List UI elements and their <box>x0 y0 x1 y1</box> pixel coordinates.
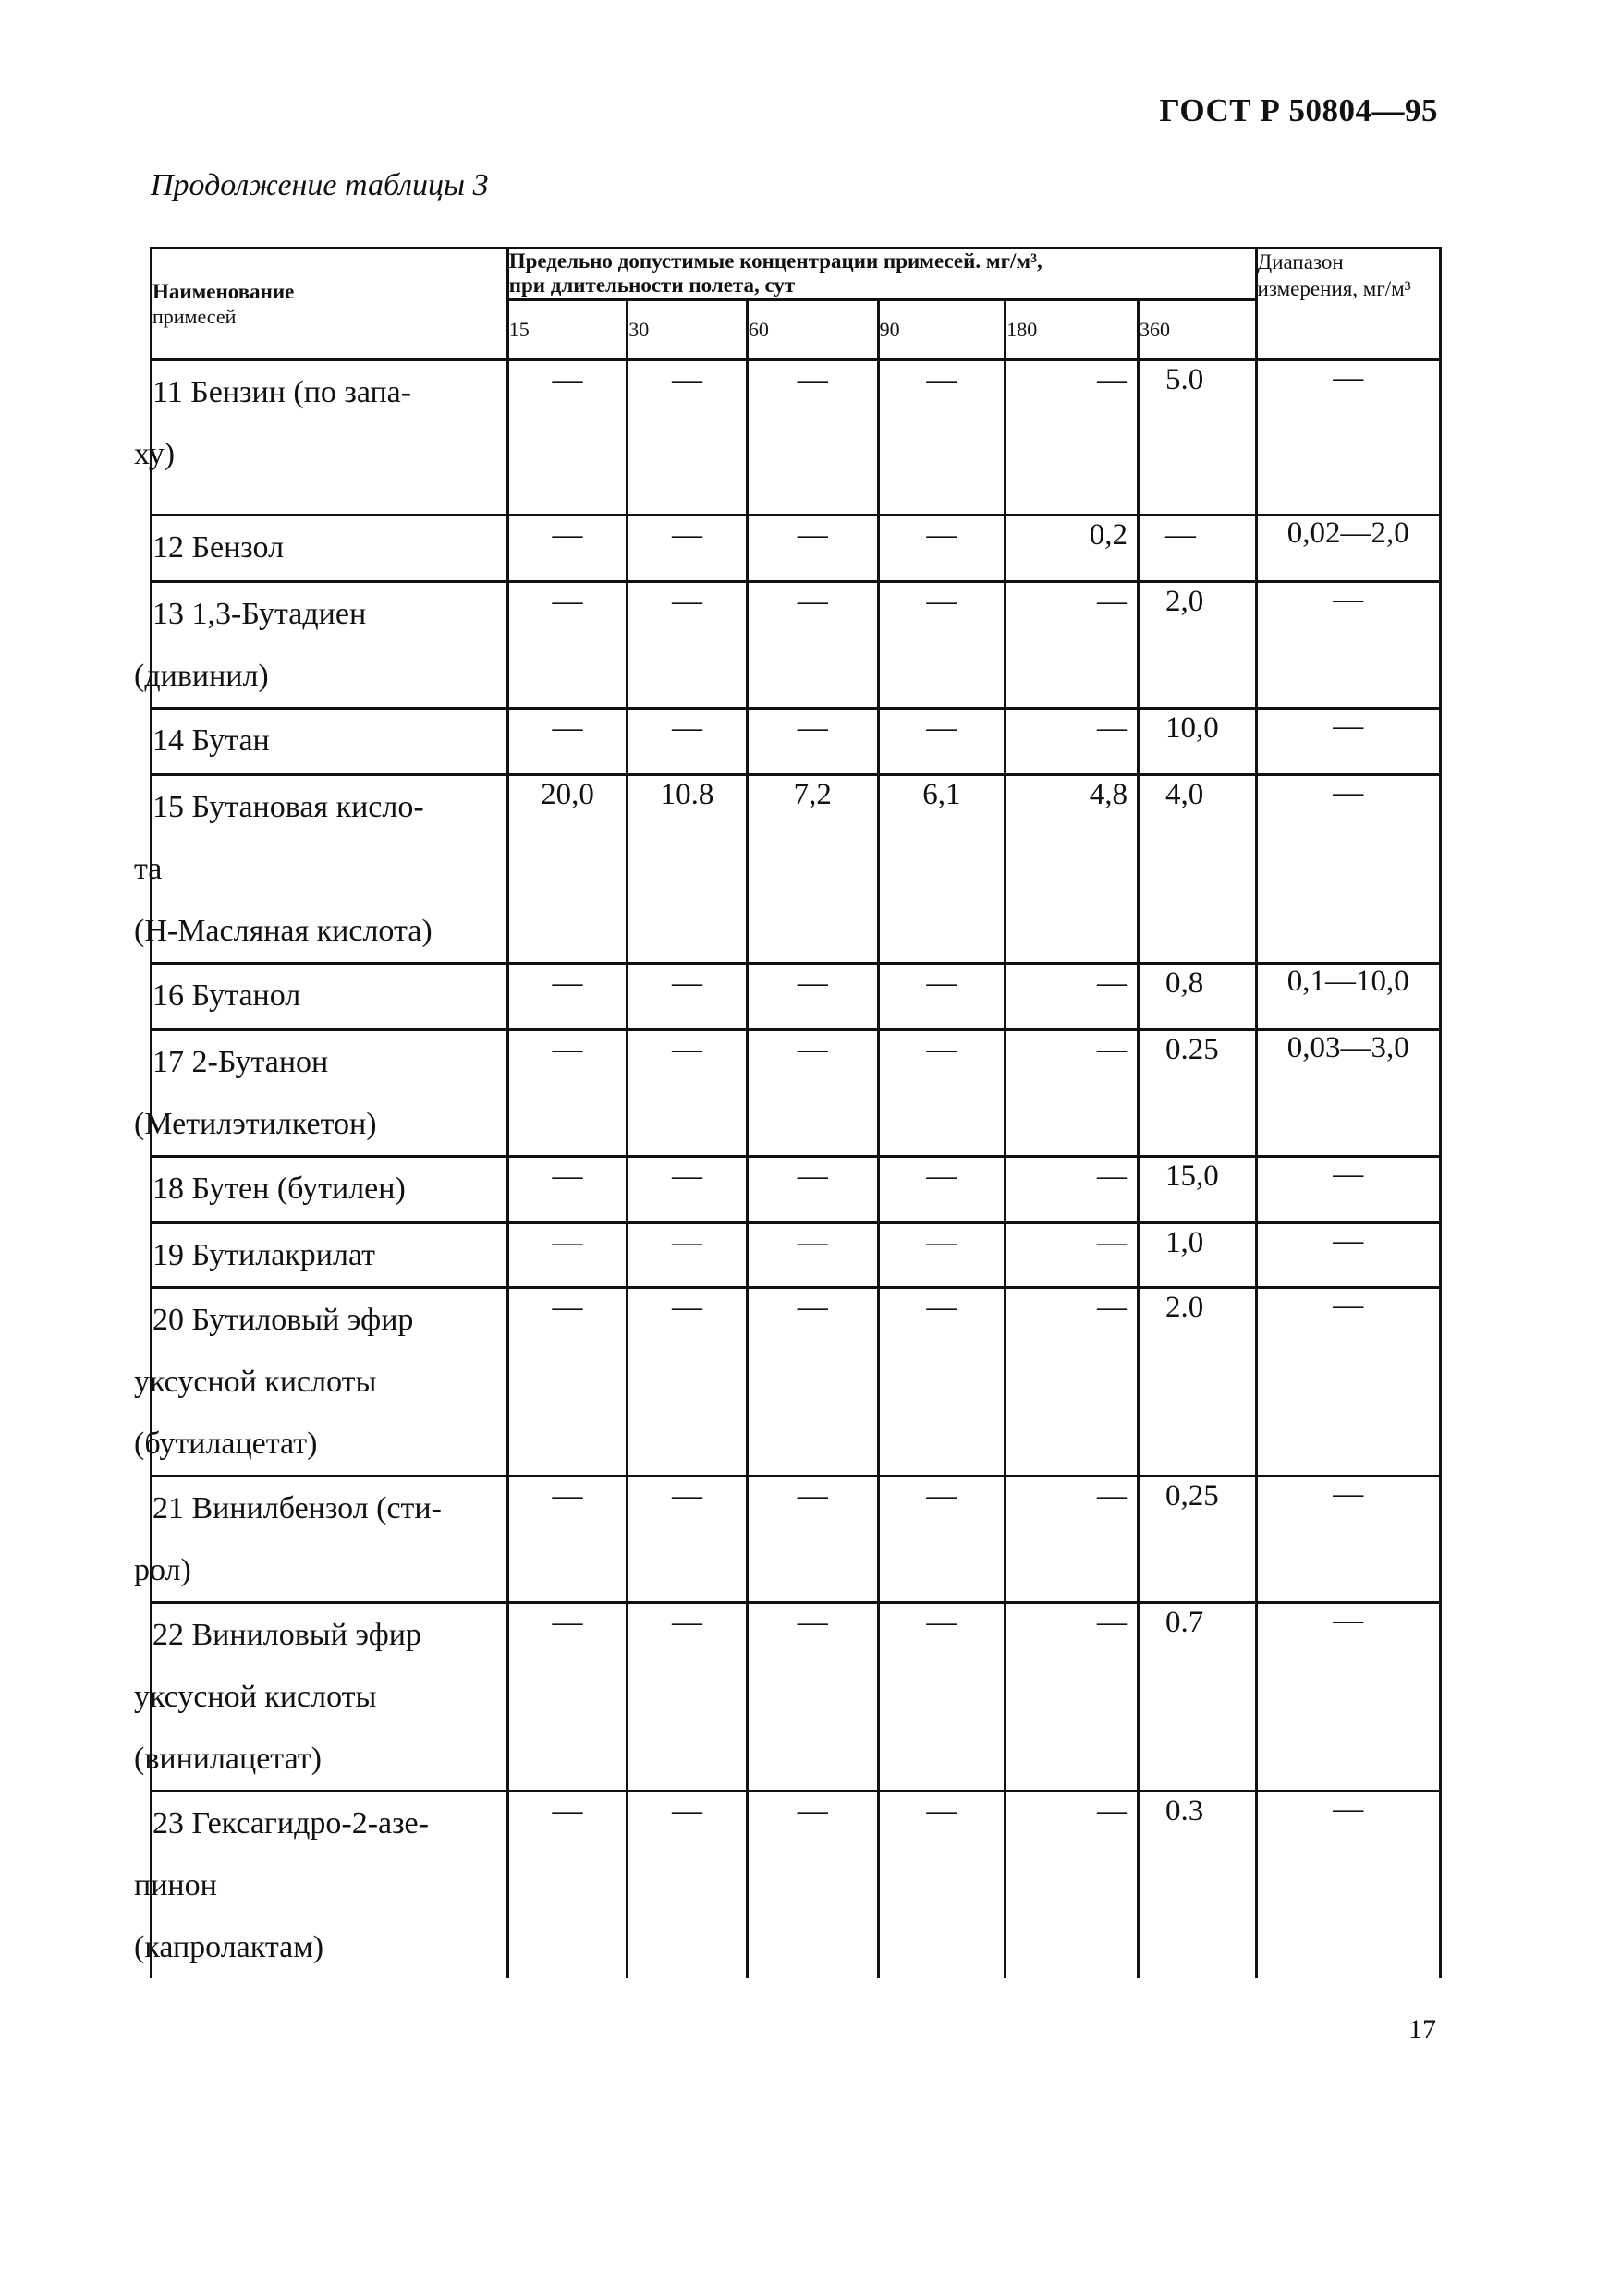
substance-name-continuation: (капролактам) <box>134 1929 324 1964</box>
concentration-cell: 6,1 <box>878 774 1006 963</box>
concentration-cell: — <box>878 1156 1006 1222</box>
concentration-cell: — <box>1006 1029 1139 1156</box>
measurement-range-cell: — <box>1256 1222 1440 1287</box>
concentration-cell: 2.0 <box>1138 1287 1256 1476</box>
substance-name <box>134 1476 508 1602</box>
concentration-cell: — <box>878 1222 1006 1287</box>
concentration-cell: — <box>628 963 748 1029</box>
concentration-cell: — <box>747 708 878 774</box>
concentration-cell: — <box>747 359 878 515</box>
concentration-cell: — <box>747 1791 878 1978</box>
header-group-line1: Предельно допустимые концентрации примесей. мг/м³, <box>508 249 1042 273</box>
page-number: 17 <box>1408 2014 1436 2045</box>
header-group-line2: при длительности полета, сут <box>508 273 796 298</box>
table-row <box>152 1222 1441 1287</box>
concentration-cell: — <box>1006 963 1139 1029</box>
table-row <box>152 1791 1441 1978</box>
concentration-cell: — <box>878 515 1006 581</box>
concentration-cell: — <box>747 1476 878 1602</box>
concentration-cell: 0,25 <box>1138 1476 1256 1602</box>
table-row <box>152 963 1441 1029</box>
substance-name-line: 22 Виниловый эфир <box>152 1617 421 1652</box>
concentration-cell: 0,8 <box>1138 963 1256 1029</box>
concentration-cell: — <box>628 1602 748 1791</box>
substance-name <box>152 708 508 774</box>
substance-name <box>134 1287 508 1476</box>
concentration-cell: — <box>1138 515 1256 581</box>
measurement-range-cell: — <box>1256 1156 1440 1222</box>
header-name-column <box>152 249 508 360</box>
measurement-range-cell: — <box>1256 1476 1440 1602</box>
concentration-cell: 4,8 <box>1006 774 1139 963</box>
substance-name <box>134 1602 508 1791</box>
substance-name-line: 17 2-Бутанон <box>152 1044 329 1079</box>
concentration-cell: — <box>747 1287 878 1476</box>
substance-name <box>134 359 508 515</box>
concentration-cell: — <box>507 1287 628 1476</box>
table-row <box>152 774 1441 963</box>
measurement-range-cell: 0,03—3,0 <box>1256 1029 1440 1156</box>
concentration-cell: 2,0 <box>1138 581 1256 708</box>
concentration-cell: 4,0 <box>1138 774 1256 963</box>
concentration-cell: — <box>747 581 878 708</box>
concentration-cell: — <box>1006 1791 1139 1978</box>
substance-name-continuation: (Н-Масляная кислота) <box>134 913 433 948</box>
substance-name-continuation: (винилацетат) <box>134 1741 322 1776</box>
concentration-cell: — <box>507 1602 628 1791</box>
header-duration: 360 <box>1138 299 1256 359</box>
table-row <box>152 1476 1441 1602</box>
substance-name-continuation: (Метилэтилкетон) <box>134 1106 377 1141</box>
measurement-range-cell: — <box>1256 1287 1440 1476</box>
concentration-cell: — <box>878 1602 1006 1791</box>
concentration-cell: — <box>1006 1602 1139 1791</box>
substance-name <box>152 963 508 1029</box>
header-duration: 30 <box>628 299 748 359</box>
substance-name <box>134 774 508 963</box>
substance-name-line: 16 Бутанол <box>152 978 301 1013</box>
concentration-cell: 0.7 <box>1138 1602 1256 1791</box>
measurement-range-cell: — <box>1256 1602 1440 1791</box>
concentration-cell: — <box>1006 581 1139 708</box>
substance-name-continuation: (бутилацетат) <box>134 1426 318 1461</box>
substance-name <box>152 1222 508 1287</box>
concentration-cell: 0.3 <box>1138 1791 1256 1978</box>
header-duration: 60 <box>747 299 878 359</box>
concentration-cell: — <box>507 1791 628 1978</box>
substance-name-continuation: пинон <box>134 1867 217 1902</box>
concentration-cell: — <box>507 515 628 581</box>
concentration-cell: — <box>747 1029 878 1156</box>
concentration-cell: — <box>507 963 628 1029</box>
concentration-cell: — <box>747 1602 878 1791</box>
substance-name <box>134 1029 508 1156</box>
concentration-cell: 1,0 <box>1138 1222 1256 1287</box>
concentration-cell: — <box>507 1156 628 1222</box>
substance-name-continuation: та <box>134 851 163 886</box>
measurement-range-cell: — <box>1256 708 1440 774</box>
substance-name-line: 12 Бензол <box>152 529 285 565</box>
concentration-cell: — <box>507 708 628 774</box>
substance-name-line: 11 Бензин (по запа- <box>152 374 412 409</box>
table-row <box>152 359 1441 515</box>
concentration-cell: — <box>1006 359 1139 515</box>
table-row <box>152 1029 1441 1156</box>
concentration-cell: — <box>747 1222 878 1287</box>
concentration-cell: — <box>628 1287 748 1476</box>
concentration-cell: — <box>1006 1156 1139 1222</box>
header-duration: 90 <box>878 299 1006 359</box>
substance-name <box>152 515 508 581</box>
concentration-cell: 0.25 <box>1138 1029 1256 1156</box>
concentration-cell: — <box>878 581 1006 708</box>
concentration-cell: — <box>628 1791 748 1978</box>
concentration-table <box>134 247 1442 1978</box>
table-row <box>152 1156 1441 1222</box>
header-range-column: Диапазон измерения, мг/м³ <box>1256 249 1440 360</box>
concentration-cell: — <box>628 515 748 581</box>
concentration-cell: — <box>878 359 1006 515</box>
substance-name <box>134 581 508 708</box>
measurement-range-cell: — <box>1256 581 1440 708</box>
table-row <box>152 1602 1441 1791</box>
substance-name-continuation: уксусной кислоты <box>134 1679 377 1714</box>
concentration-cell: — <box>628 1476 748 1602</box>
concentration-cell: — <box>878 1791 1006 1978</box>
concentration-cell: — <box>507 359 628 515</box>
concentration-cell: — <box>628 1222 748 1287</box>
substance-name-line: 19 Бутилакрилат <box>152 1237 376 1272</box>
measurement-range-cell: 0,1—10,0 <box>1256 963 1440 1029</box>
concentration-cell: — <box>878 1029 1006 1156</box>
concentration-cell: 15,0 <box>1138 1156 1256 1222</box>
header-name-label: Наименование <box>152 279 295 303</box>
substance-name-continuation: уксусной кислоты <box>134 1364 377 1399</box>
substance-name-line: 14 Бутан <box>152 723 270 758</box>
measurement-range-cell: 0,02—2,0 <box>1256 515 1440 581</box>
measurement-range-cell: — <box>1256 774 1440 963</box>
concentration-cell: 10.8 <box>628 774 748 963</box>
concentration-cell: 0,2 <box>1006 515 1139 581</box>
concentration-cell: — <box>507 1029 628 1156</box>
header-duration: 15 <box>507 299 628 359</box>
concentration-cell: — <box>628 1029 748 1156</box>
substance-name-continuation: рол) <box>134 1552 191 1587</box>
table-caption: Продолжение таблицы 3 <box>151 168 489 202</box>
concentration-cell: 5.0 <box>1138 359 1256 515</box>
concentration-cell: — <box>628 708 748 774</box>
substance-name <box>152 1156 508 1222</box>
concentration-cell: — <box>1006 1287 1139 1476</box>
substance-name-continuation: (дивинил) <box>134 658 269 693</box>
substance-name-line: 18 Бутен (бутилен) <box>152 1171 406 1206</box>
table-row <box>152 515 1441 581</box>
concentration-cell: — <box>507 581 628 708</box>
concentration-cell: — <box>1006 1222 1139 1287</box>
concentration-cell: — <box>747 1156 878 1222</box>
standard-code: ГОСТ Р 50804—95 <box>1159 92 1438 128</box>
concentration-cell: — <box>747 515 878 581</box>
concentration-cell: 7,2 <box>747 774 878 963</box>
measurement-range-cell: — <box>1256 359 1440 515</box>
substance-name-line: 15 Бутановая кисло- <box>152 789 424 824</box>
concentration-cell: — <box>878 963 1006 1029</box>
concentration-cell: — <box>747 963 878 1029</box>
header-concentration-group <box>507 249 1256 300</box>
substance-name-line: 13 1,3-Бутадиен <box>152 596 367 631</box>
substance-name-line: 23 Гексагидро-2-азе- <box>152 1805 429 1840</box>
measurement-range-cell: — <box>1256 1791 1440 1978</box>
substance-name <box>134 1791 508 1978</box>
concentration-cell: — <box>507 1222 628 1287</box>
header-duration: 180 <box>1006 299 1139 359</box>
concentration-cell: — <box>878 1476 1006 1602</box>
concentration-cell: — <box>628 359 748 515</box>
table-row <box>152 1287 1441 1476</box>
concentration-cell: 20,0 <box>507 774 628 963</box>
concentration-cell: — <box>878 1287 1006 1476</box>
concentration-cell: — <box>628 1156 748 1222</box>
concentration-cell: — <box>878 708 1006 774</box>
substance-name-line: 21 Винилбензол (сти- <box>152 1490 442 1525</box>
concentration-cell: — <box>1006 1476 1139 1602</box>
header-name-sublabel: примесей <box>152 304 237 328</box>
substance-name-continuation: ху) <box>134 436 176 471</box>
concentration-cell: — <box>507 1476 628 1602</box>
table-row <box>152 708 1441 774</box>
concentration-cell: — <box>1006 708 1139 774</box>
concentration-cell: 10,0 <box>1138 708 1256 774</box>
table-row <box>152 581 1441 708</box>
concentration-cell: — <box>628 581 748 708</box>
substance-name-line: 20 Бутиловый эфир <box>152 1302 414 1337</box>
